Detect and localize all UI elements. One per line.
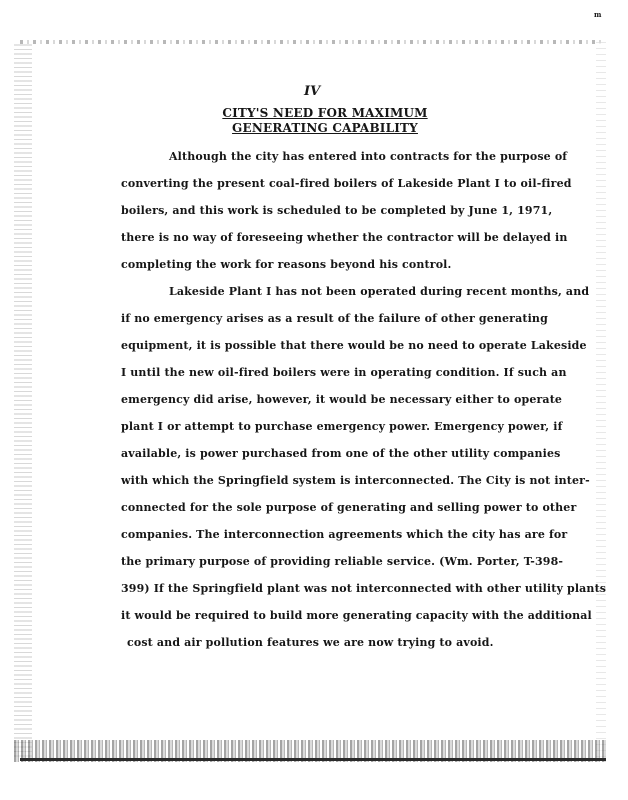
- paragraph-line: available, is power purchased from one of the other utility companies: [121, 447, 561, 460]
- paragraph-line: the primary purpose of providing reliable service. (Wm. Porter, T-398-: [121, 555, 564, 568]
- section-title: [200, 106, 450, 136]
- paragraph-line: 399) If the Springfield plant was not interconnected with other utility plants: [121, 582, 607, 595]
- paragraph-line: if no emergency arises as a result of the failure of other generating: [121, 312, 548, 325]
- paragraph-line: I until the new oil-fired boilers were in operating condition. If such an: [121, 366, 567, 379]
- paragraph-line: there is no way of foreseeing whether the contractor will be delayed in: [121, 231, 568, 244]
- paragraph-line: equipment, it is possible that there would be no need to operate Lakeside: [121, 339, 587, 352]
- paragraph-line: with which the Springfield system is interconnected. The City is not inter-: [121, 474, 590, 487]
- paragraph-line: emergency did arise, however, it would be necessary either to operate: [121, 393, 563, 406]
- paragraph-line: Although the city has entered into contracts for the purpose of: [169, 150, 568, 163]
- section-title-line: GENERATING CAPABILITY: [232, 121, 418, 135]
- paragraph-line: completing the work for reasons beyond his control.: [121, 258, 452, 271]
- paragraph-line: plant I or attempt to purchase emergency power. Emergency power, if: [121, 420, 563, 433]
- paragraph-line: companies. The interconnection agreements which the city has are for: [121, 528, 568, 541]
- scan-noise-right-edge: [596, 42, 606, 757]
- scan-bottom-border: [20, 758, 606, 761]
- section-title-line: CITY'S NEED FOR MAXIMUM: [222, 106, 428, 120]
- section-number: IV: [304, 84, 321, 99]
- paragraph-line: boilers, and this work is scheduled to be completed by June 1, 1971,: [121, 204, 553, 217]
- paragraph-line: Lakeside Plant I has not been operated during recent months, and: [169, 285, 590, 298]
- scan-noise-top-edge: [20, 40, 604, 44]
- corner-mark: m: [594, 10, 602, 19]
- scan-noise-left-edge: [14, 42, 32, 757]
- paragraph-line: connected for the sole purpose of generating and selling power to other: [121, 501, 577, 514]
- paragraph-line: it would be required to build more generating capacity with the additional: [121, 609, 592, 622]
- paragraph-line: converting the present coal-fired boilers of Lakeside Plant I to oil-fired: [121, 177, 572, 190]
- paragraph-line: cost and air pollution features we are now trying to avoid.: [127, 636, 494, 649]
